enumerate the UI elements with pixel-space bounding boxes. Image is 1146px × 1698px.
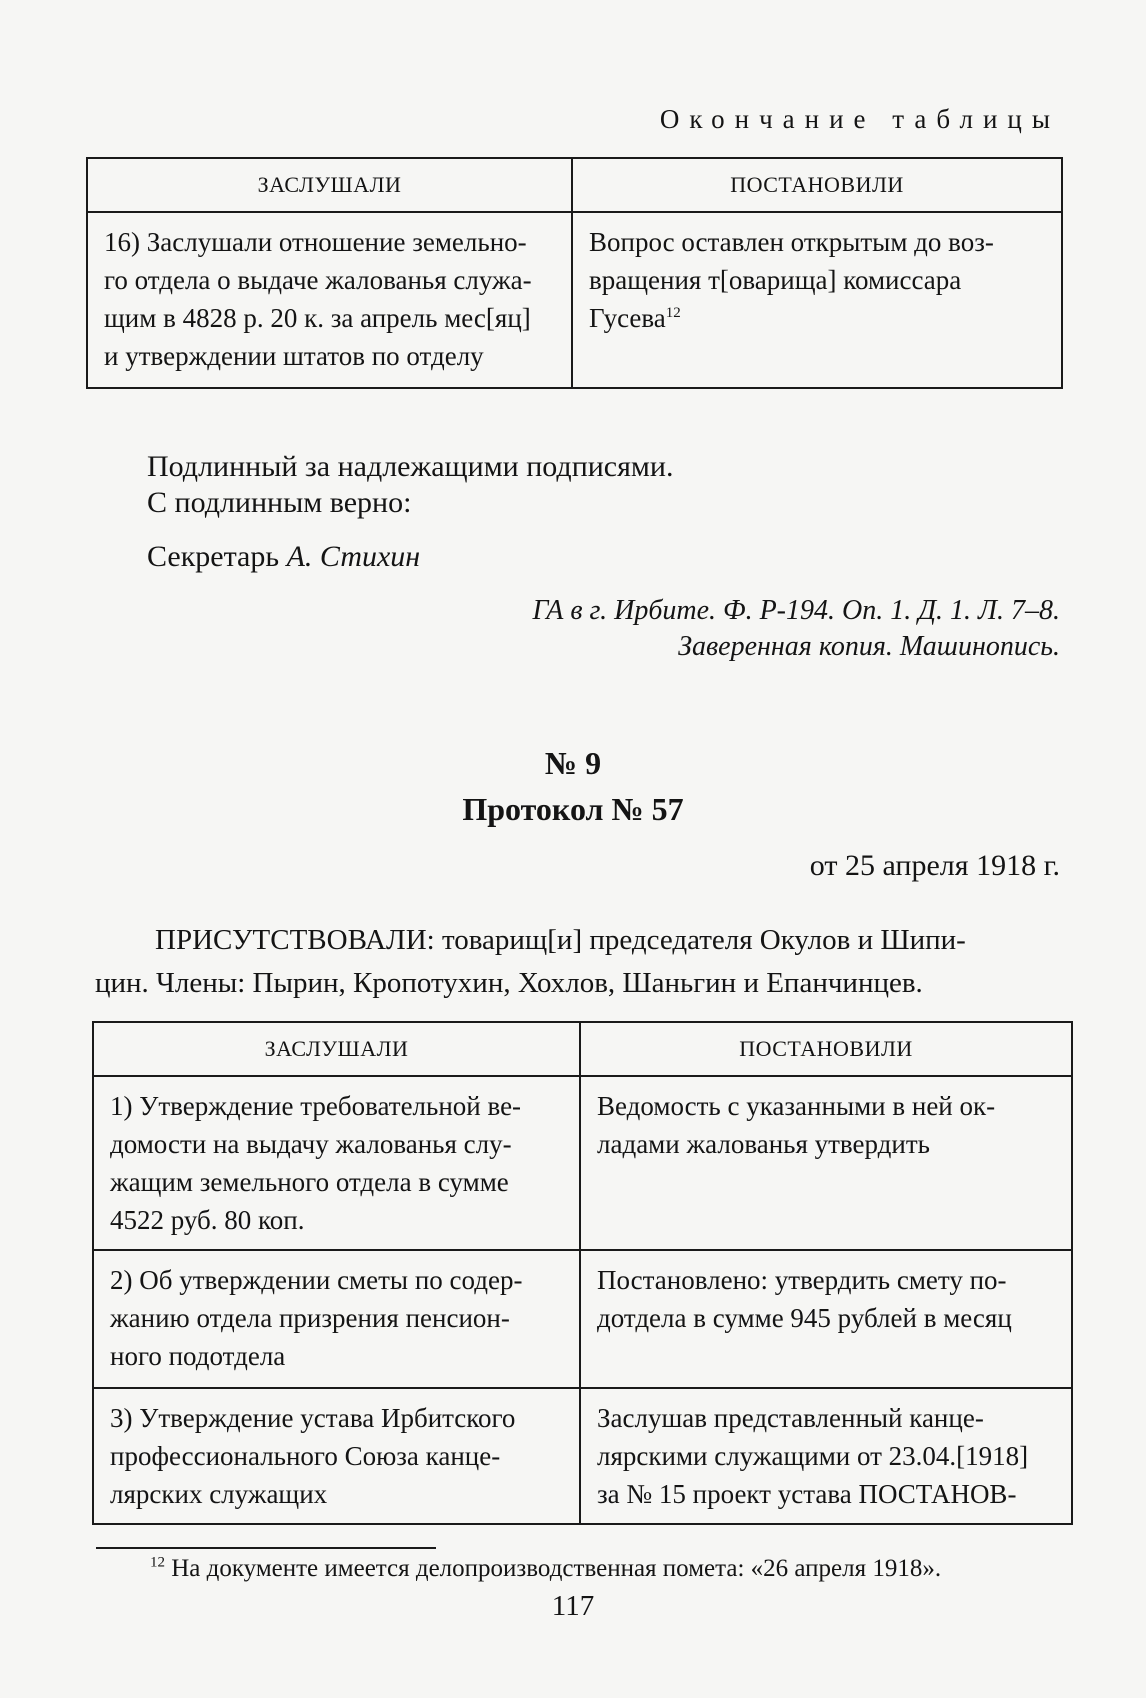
attendance-line-1: ПРИСУТСТВОВАЛИ: товарищ[и] председателя Окулов и Шипи- [155, 924, 966, 956]
attendance-line-2: цин. Члены: Пырин, Кропотухин, Хохлов, Шаньгин и Епанчинцев. [95, 967, 923, 999]
archive-reference: ГА в г. Ирбите. Ф. Р-194. Оп. 1. Д. 1. Л. 7–8. [532, 595, 1060, 626]
item-3-resolved: Заслушав представленный канце- лярскими служащими от 23.04.[1918] за № 15 проект устава ПОСТАНОВ- [597, 1403, 1029, 1509]
original-signatures-note: Подлинный за надлежащими подписями. [147, 450, 674, 483]
row-16-resolved [573, 213, 1061, 347]
item-1-heard: 1) Утверждение требовательной ве- домости на выдачу жалованья слу- жащим земельного отдела в сумме 4522 руб. 80 коп. [110, 1091, 522, 1235]
table-row [93, 1250, 1072, 1388]
document-title: Протокол № 57 [462, 791, 684, 827]
item-2-heard: 2) Об утверждении сметы по содер- жанию отдела призрения пенсион- ного подотдела [110, 1265, 523, 1371]
document-number: № 9 [544, 745, 602, 781]
table-row [93, 1076, 1072, 1250]
page-number: 117 [551, 1590, 595, 1622]
document-date: от 25 апреля 1918 г. [809, 849, 1060, 882]
copy-type: Заверенная копия. Машинопись. [678, 631, 1060, 662]
item-2-resolved: Постановлено: утвердить смету по- дотдела в сумме 945 рублей в месяц [597, 1265, 1012, 1333]
footnote-divider [96, 1547, 436, 1549]
column-header-resolved: ПОСТАНОВИЛИ [580, 1022, 1072, 1076]
protocol-table-continued [86, 157, 1063, 389]
item-1-resolved: Ведомость с указанными в ней ок- ладами жалованья утвердить [597, 1091, 996, 1159]
footnote-mark: 12 [150, 1554, 165, 1571]
protocol-57-table [92, 1021, 1073, 1525]
table-header-row [93, 1022, 1072, 1076]
verified-copy-note: С подлинным верно: [147, 486, 412, 519]
secretary-label: Секретарь [147, 540, 280, 573]
secretary-name: А. Стихин [286, 540, 421, 573]
footnote [150, 1555, 941, 1583]
row-16-resolved-text: Вопрос оставлен открытым до воз- вращения т[оварища] комиссара Гусева [589, 227, 994, 333]
column-header-heard: ЗАСЛУШАЛИ [87, 158, 572, 212]
running-head: Окончание таблицы [659, 104, 1060, 134]
secretary-signature [147, 540, 420, 574]
column-header-resolved: ПОСТАНОВИЛИ [572, 158, 1062, 212]
table-header-row [87, 158, 1062, 212]
footnote-text: На документе имеется делопроизводственная помета: «26 апреля 1918». [171, 1555, 942, 1582]
row-16-heard: 16) Заслушали отношение земельно- го отдела о выдаче жалованья служа- щим в 4828 р. 20 к. за апрель мес[яц] и утверждении штатов по отделу [104, 227, 532, 371]
footnote-ref[interactable]: 12 [665, 305, 681, 321]
item-3-heard: 3) Утверждение устава Ирбитского профессионального Союза канце- лярских служащих [110, 1403, 516, 1509]
table-row [87, 212, 1062, 388]
column-header-heard: ЗАСЛУШАЛИ [93, 1022, 580, 1076]
table-row [93, 1388, 1072, 1524]
